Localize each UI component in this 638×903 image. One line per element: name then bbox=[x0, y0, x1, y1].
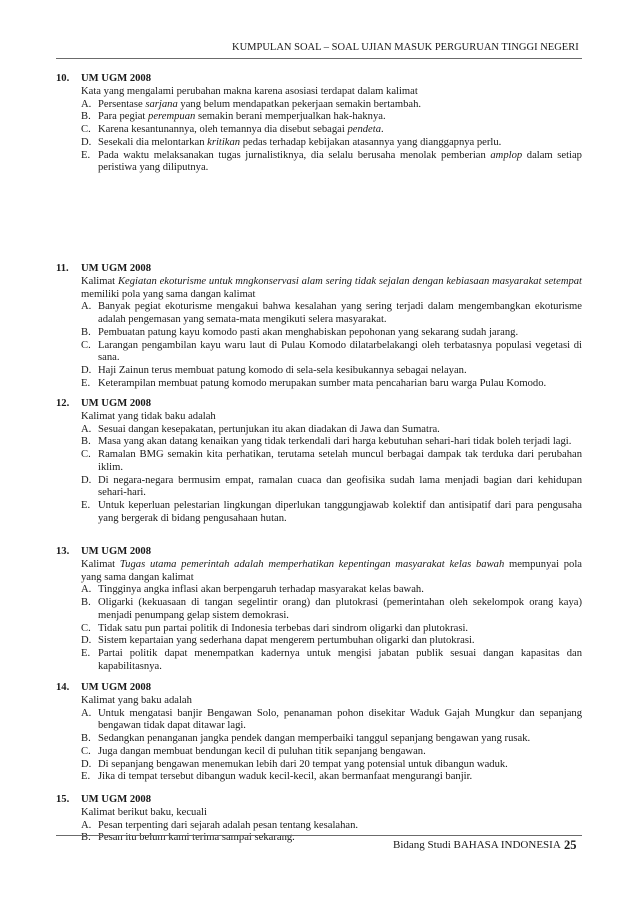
option-a: A. Untuk mengatasi banjir Bengawan Solo, penanaman pohon disekitar Waduk Gajah Mungkur dan sepanjang bengawan tidak dapat ditawar lagi. bbox=[81, 707, 582, 732]
question-number: 11. bbox=[56, 263, 69, 274]
question-number: 15. bbox=[56, 794, 70, 805]
option-c: C. Karena kesantunannya, oleh temannya dia disebut sebagai pendeta. bbox=[81, 124, 384, 135]
question-stem: Kalimat yang tidak baku adalah bbox=[81, 410, 216, 422]
option-d: D. Haji Zainun terus membuat patung komodo di sela-sela kesibukannya sebagai nelayan. bbox=[81, 365, 467, 376]
question-stem: Kalimat Tugas utama pemerintah adalah memperhatikan kepentingan masyarakat kelas bawah mempunyai pola yang sama dangan kalimat bbox=[81, 558, 582, 583]
footer-subject: Bidang Studi BAHASA INDONESIA bbox=[393, 839, 561, 851]
option-b: B. Pesan itu belum kami terima sampai sekarang. bbox=[81, 832, 295, 844]
option-e: E. Keterampilan membuat patung komodo merupakan sumber mata pencaharian baru warga Pulau Komodo. bbox=[81, 377, 547, 389]
question-source: UM UGM 2008 bbox=[81, 263, 152, 274]
option-a: A. Pesan terpenting dari sejarah adalah pesan tentang kesalahan. bbox=[81, 819, 359, 831]
option-c: C. Juga dangan membuat bendungan kecil di puluhan titik sepanjang bengawan. bbox=[81, 745, 426, 757]
option-a: A. Persentase sarjana yang belum mendapatkan pekerjaan semakin bertambah. bbox=[81, 98, 422, 110]
question-13 bbox=[56, 546, 582, 674]
option-b: B. Para pegiat perempuan semakin berani memperjualkan hak-haknya. bbox=[81, 111, 386, 123]
question-15 bbox=[56, 794, 582, 845]
header-rule bbox=[56, 58, 582, 59]
option-a: A. Tingginya angka inflasi akan berpengaruh terhadap masyarakat kelas bawah. bbox=[81, 584, 424, 596]
question-source: UM UGM 2008 bbox=[81, 546, 152, 557]
question-number: 12. bbox=[56, 398, 70, 409]
question-number: 10. bbox=[56, 73, 70, 84]
option-c: C. Ramalan BMG semakin kita perhatikan, terutama setelah muncul berbagai dampak tak terduka dari perubahan iklim. bbox=[81, 449, 582, 473]
question-12 bbox=[56, 398, 582, 526]
footer-rule bbox=[56, 835, 582, 836]
page-number: 25 bbox=[564, 838, 577, 852]
question-stem: Kata yang mengalami perubahan makna karena asosiasi terdapat dalam kalimat bbox=[81, 85, 418, 97]
option-b: B. Sedangkan penanganan jangka pendek dangan memperbaiki tanggul sepanjang bengawan yang rusak. bbox=[81, 733, 531, 744]
option-c: C. Tidak satu pun partai politik di Indonesia terbebas dari sindrom oligarki dan plutokrasi. bbox=[81, 622, 469, 634]
option-c: C. Larangan pengambilan kayu waru laut di Pulau Komodo dilatarbelakangi oleh terbatasnya populasi vegetasi di sana. bbox=[81, 339, 582, 364]
question-14 bbox=[56, 682, 582, 784]
question-stem: Kalimat yang baku adalah bbox=[81, 694, 192, 706]
option-d: D. Sistem kepartaian yang sederhana dapat mengerem pertumbuhan oligarki dan plutokrasi. bbox=[81, 635, 475, 647]
option-e: E. Untuk keperluan pelestarian lingkungan diperlukan tanggungjawab kolektif dan antisipatif dari para pengusaha yang bergerak di bidang pengusahaan hutan. bbox=[81, 500, 582, 524]
question-source: UM UGM 2008 bbox=[81, 794, 152, 805]
option-b: B. Oligarki (kekuasaan di tangan segelintir orang) dan plutokrasi (pemerintahan oleh sekelompok orang kaya) menjadi penumpang gelap sistem demokrasi. bbox=[81, 597, 582, 621]
question-11 bbox=[56, 263, 582, 391]
question-source: UM UGM 2008 bbox=[81, 682, 152, 693]
option-a: A. Sesuai dangan kesepakatan, pertunjukan itu akan diadakan di Jawa dan Sumatra. bbox=[81, 423, 440, 435]
option-e: E. Jika di tempat tersebut dibangun waduk kecil-kecil, akan bermanfaat mengurangi banjir. bbox=[81, 771, 473, 783]
question-number: 14. bbox=[56, 682, 70, 693]
option-e: E. Partai politik dapat menempatkan kadernya untuk mengisi jabatan publik sesuai dangan kapasitas dan kapabilitasnya. bbox=[81, 648, 582, 672]
question-number: 13. bbox=[56, 546, 70, 557]
option-a: A. Banyak pegiat ekoturisme mengakui bahwa kesalahan yang sering terjadi dalam mengembangkan ekoturisme adalah pengemasan yang semata-mata mengikuti selera masyarakat. bbox=[81, 301, 582, 325]
option-e: E. Pada waktu melaksanakan tugas jurnalistiknya, dia selalu berusaha menolak pemberian amplop dalam setiap peristiwa yang diliputnya. bbox=[81, 149, 582, 174]
option-b: B. Masa yang akan datang kenaikan yang tidak terkendali dari harga kebutuhan sehari-hari tidak boleh terjadi lagi. bbox=[81, 436, 572, 448]
running-header-title: KUMPULAN SOAL – SOAL UJIAN MASUK PERGURUAN TINGGI NEGERI bbox=[232, 42, 579, 53]
option-d: D. Sesekali dia melontarkan kritikan pedas terhadap kebijakan atasannya yang dianggapnya perlu. bbox=[81, 136, 502, 148]
question-source: UM UGM 2008 bbox=[81, 398, 152, 409]
question-stem: Kalimat Kegiatan ekoturisme untuk mngkonservasi alam sering tidak sejalan dengan kebiasaan masyarakat setempat memiliki pola yang sama dangan kalimat bbox=[81, 275, 583, 300]
question-source: UM UGM 2008 bbox=[81, 73, 152, 84]
option-d: D. Di negara-negara bermusim empat, ramalan cuaca dan geofisika sudah lama menjadi bagian dari kehidupan sehari-hari. bbox=[81, 474, 582, 499]
question-10 bbox=[56, 73, 582, 175]
option-b: B. Pembuatan patung kayu komodo pasti akan menghabiskan pepohonan yang sekarang sudah jarang. bbox=[81, 326, 519, 338]
option-d: D. Di sepanjang bengawan menemukan lebih dari 20 tempat yang potensial untuk dibangun waduk. bbox=[81, 758, 508, 770]
question-stem: Kalimat berikut baku, kecuali bbox=[81, 806, 207, 818]
